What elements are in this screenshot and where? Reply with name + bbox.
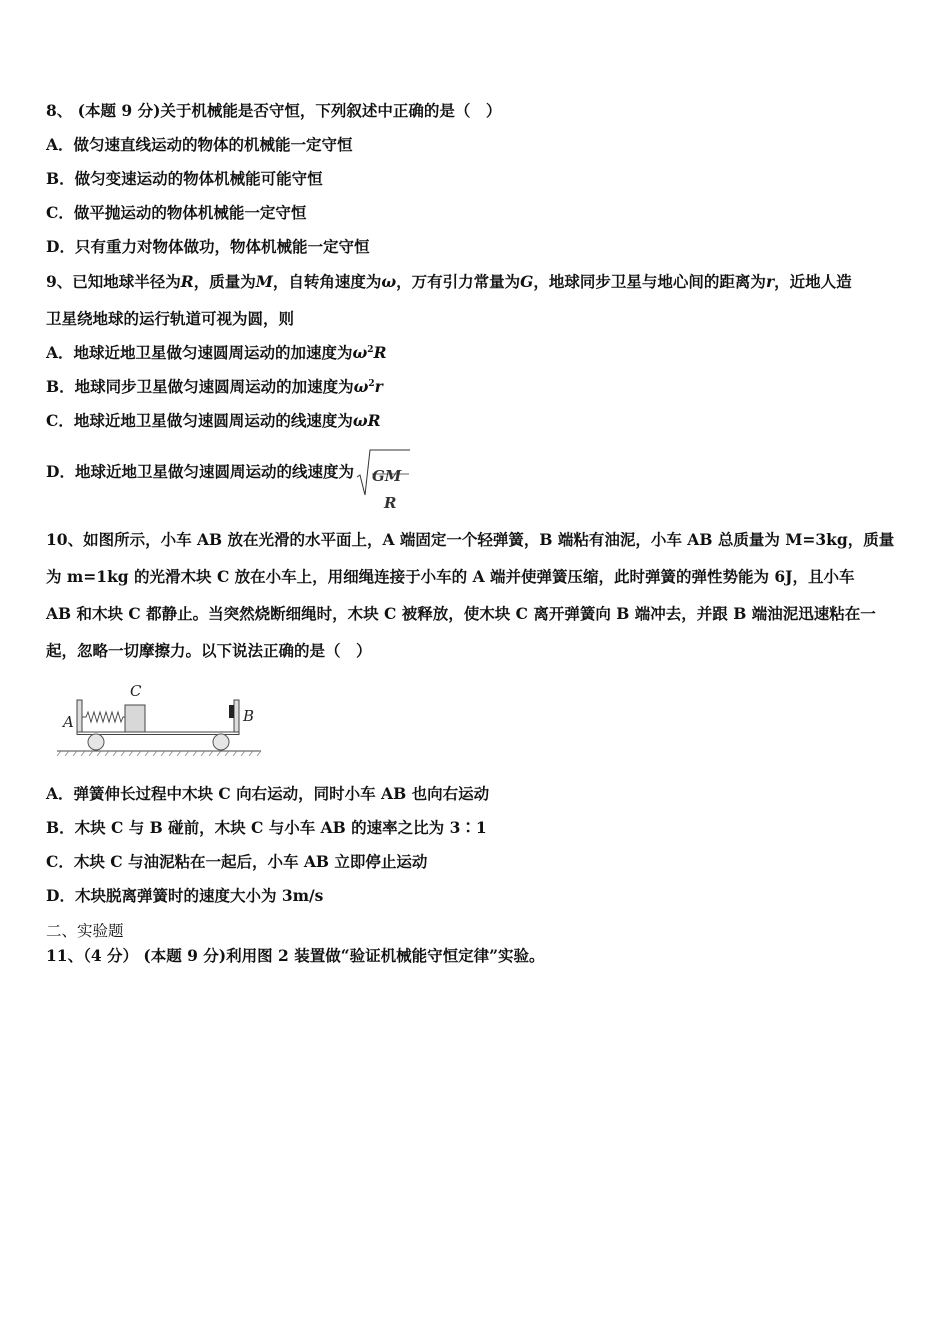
cart-platform xyxy=(77,732,239,735)
q10-stem-line2: 为 m=1kg 的光滑木块 C 放在小车上，用细绳连接于小车的 A 端并使弹簧压缩，此时弹簧的弹性势能为 6J，且小车 xyxy=(46,567,855,586)
q9-option-a-text: A．地球近地卫星做匀速圆周运动的加速度为 xyxy=(46,343,353,362)
q8-option-d: D．只有重力对物体做功，物体机械能一定守恒 xyxy=(46,237,370,256)
var-omega: ω xyxy=(381,272,397,291)
q10-option-c: C．木块 C 与油泥粘在一起后，小车 AB 立即停止运动 xyxy=(46,852,428,871)
q9-option-c xyxy=(46,410,380,432)
end-a-wall xyxy=(77,700,82,732)
q9-stem-text: 9、已知地球半径为 xyxy=(46,272,181,291)
q8-stem: 8、 (本题 9 分)关于机械能是否守恒，下列叙述中正确的是（ ） xyxy=(46,101,502,120)
q10-option-d: D．木块脱离弹簧时的速度大小为 3m/s xyxy=(46,886,324,905)
q9-option-d-text: D．地球近地卫星做匀速圆周运动的线速度为 xyxy=(46,462,354,481)
var-r: r xyxy=(374,377,383,396)
var-G: G xyxy=(520,272,534,291)
q11-stem: 11、（4 分） (本题 9 分)利用图 2 装置做“验证机械能守恒定律”实验。 xyxy=(46,946,545,965)
label-b: B xyxy=(243,707,255,725)
q8-option-c: C．做平抛运动的物体机械能一定守恒 xyxy=(46,203,307,222)
putty xyxy=(229,705,234,718)
var-omega-R: ωR xyxy=(352,411,381,430)
var-omega: ω xyxy=(352,343,368,362)
q9-option-b xyxy=(46,376,383,398)
q10-stem-line3: AB 和木块 C 都静止。当突然烧断细绳时，木块 C 被释放，使木块 C 离开弹簧向 B 端冲去，并跟 B 端油泥迅速粘在一 xyxy=(46,604,876,623)
cart-diagram xyxy=(55,683,265,758)
fraction-numerator: GM xyxy=(371,467,402,485)
q9-stem-line2: 卫星绕地球的运行轨道可视为圆，则 xyxy=(46,309,295,328)
var-R: R xyxy=(180,272,194,291)
sqrt-formula xyxy=(356,447,412,512)
section-title: 二、实验题 xyxy=(46,922,124,940)
cart-spring-figure xyxy=(55,683,265,758)
q9-stem-text: ，万有引力常量为 xyxy=(396,272,521,291)
label-a: A xyxy=(63,713,74,731)
q8-option-b: B．做匀变速运动的物体机械能可能守恒 xyxy=(46,169,323,188)
q9-option-b-text: B．地球同步卫星做匀速圆周运动的加速度为 xyxy=(46,377,354,396)
q9-option-c-text: C．地球近地卫星做匀速圆周运动的线速度为 xyxy=(46,411,353,430)
block-c xyxy=(125,705,145,732)
fraction-denominator: R xyxy=(383,494,397,512)
q9-option-d xyxy=(46,446,412,512)
ground-hatching xyxy=(57,751,261,756)
var-r: r xyxy=(765,272,775,291)
wheel-right xyxy=(213,734,229,750)
q9-option-a xyxy=(46,342,386,364)
end-b-wall xyxy=(234,700,239,732)
q9-stem-text: ，自转角速度为 xyxy=(272,272,382,291)
var-omega: ω xyxy=(353,377,369,396)
q10-stem-line4: 起，忽略一切摩擦力。以下说法正确的是（ ） xyxy=(46,641,372,660)
exponent: 2 xyxy=(368,379,375,389)
q9-stem-text: ，质量为 xyxy=(193,272,256,291)
q9-stem-line1 xyxy=(46,271,852,293)
q9-stem-text: ，近地人造 xyxy=(774,272,852,291)
spring xyxy=(82,712,125,722)
wheel-left xyxy=(88,734,104,750)
var-M: M xyxy=(255,272,273,291)
q10-option-a: A．弹簧伸长过程中木块 C 向右运动，同时小车 AB 也向右运动 xyxy=(46,784,490,803)
q9-stem-text: ，地球同步卫星与地心间的距离为 xyxy=(533,272,766,291)
q10-stem-line1: 10、如图所示，小车 AB 放在光滑的水平面上，A 端固定一个轻弹簧，B 端粘有油泥，小车 AB 总质量为 M=3kg，质量 xyxy=(46,530,895,549)
label-c: C xyxy=(130,683,142,700)
q10-option-b: B．木块 C 与 B 碰前，木块 C 与小车 AB 的速率之比为 3∶1 xyxy=(46,818,487,837)
q8-option-a: A．做匀速直线运动的物体的机械能一定守恒 xyxy=(46,135,353,154)
var-R: R xyxy=(373,343,387,362)
exponent: 2 xyxy=(367,345,374,355)
